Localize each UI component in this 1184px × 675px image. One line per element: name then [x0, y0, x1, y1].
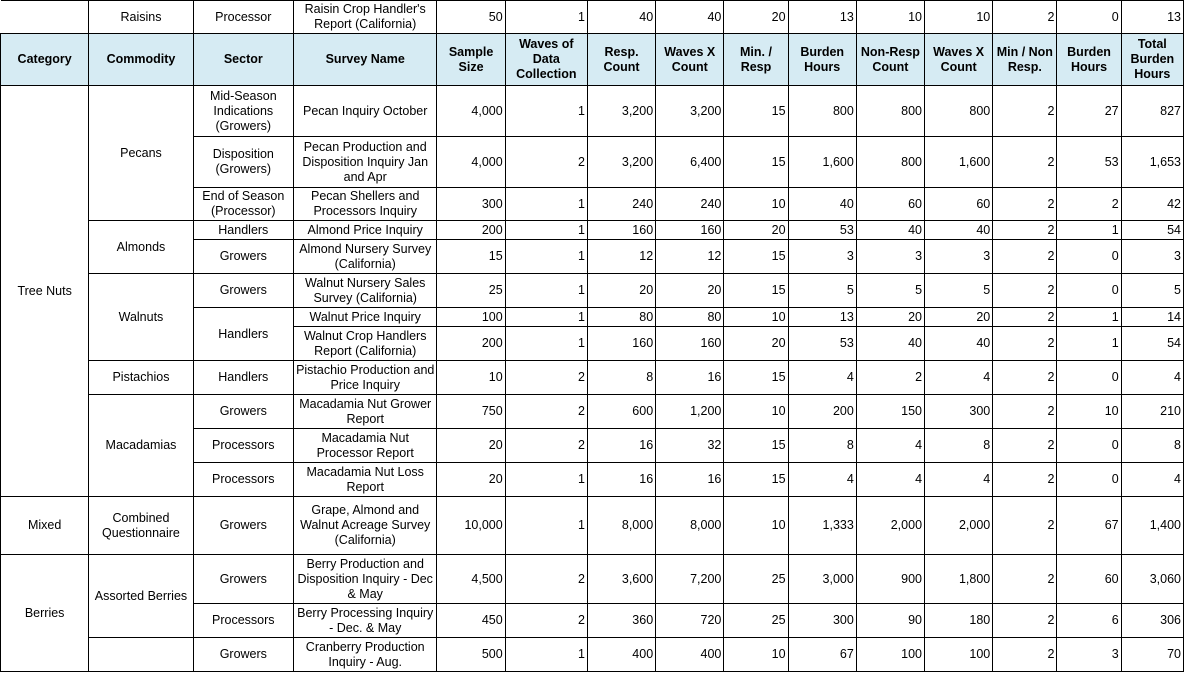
header-cell: Sector	[193, 34, 293, 86]
table-cell: 300	[788, 604, 856, 638]
table-cell: 210	[1121, 395, 1183, 429]
table-cell: 53	[788, 327, 856, 361]
table-cell: 53	[1057, 137, 1121, 188]
table-cell: 1	[505, 497, 587, 555]
table-cell: 40	[856, 327, 924, 361]
survey-cell: Walnut Nursery Sales Survey (California)	[293, 274, 436, 308]
sector-cell: Mid-Season Indications (Growers)	[193, 86, 293, 137]
table-cell: 100	[856, 638, 924, 672]
table-cell: 20	[724, 221, 788, 240]
survey-cell: Pistachio Production and Price Inquiry	[293, 361, 436, 395]
header-cell: Commodity	[89, 34, 193, 86]
table-cell: 2	[993, 274, 1057, 308]
table-cell: 600	[587, 395, 655, 429]
survey-cell: Almond Nursery Survey (California)	[293, 240, 436, 274]
table-cell: 2,000	[925, 497, 993, 555]
table-cell: 1	[505, 221, 587, 240]
table-cell: 4,000	[437, 137, 505, 188]
table-cell: 1	[505, 188, 587, 221]
table-cell: 1,400	[1121, 497, 1183, 555]
table-cell: 2	[993, 188, 1057, 221]
table-cell: 2	[993, 555, 1057, 604]
table-cell: 1,600	[925, 137, 993, 188]
table-cell: 8,000	[656, 497, 724, 555]
table-cell: 4	[856, 463, 924, 497]
header-cell: Burden Hours	[1057, 34, 1121, 86]
table-cell: 2	[505, 395, 587, 429]
table-cell: 4	[788, 361, 856, 395]
table-cell: 10	[724, 497, 788, 555]
table-cell: 200	[788, 395, 856, 429]
table-cell: 306	[1121, 604, 1183, 638]
table-cell: 4	[856, 429, 924, 463]
table-cell: 15	[724, 86, 788, 137]
category-cell: Berries	[1, 555, 89, 672]
table-cell: 800	[856, 137, 924, 188]
table-cell: 2	[993, 327, 1057, 361]
table-cell: 4	[1121, 463, 1183, 497]
sector-cell: Growers	[193, 555, 293, 604]
table-cell: 100	[437, 308, 505, 327]
table-cell: 16	[587, 463, 655, 497]
table-cell: 800	[925, 86, 993, 137]
header-cell: Survey Name	[293, 34, 436, 86]
table-cell: 70	[1121, 638, 1183, 672]
table-cell: 300	[437, 188, 505, 221]
table-cell: 13	[1121, 1, 1183, 34]
table-cell: 160	[656, 327, 724, 361]
table-cell: 10,000	[437, 497, 505, 555]
table-cell: 54	[1121, 221, 1183, 240]
table-cell: 1	[505, 463, 587, 497]
table-cell: 8	[925, 429, 993, 463]
table-row	[1, 555, 1184, 604]
table-cell: 60	[856, 188, 924, 221]
table-row	[1, 221, 1184, 240]
table-cell: 2	[993, 429, 1057, 463]
survey-cell: Grape, Almond and Walnut Acreage Survey (California)	[293, 497, 436, 555]
table-cell: 8	[788, 429, 856, 463]
table-cell: 240	[656, 188, 724, 221]
table-cell: 150	[856, 395, 924, 429]
table-cell: 8,000	[587, 497, 655, 555]
table-cell: 2	[993, 497, 1057, 555]
table-cell: 800	[788, 86, 856, 137]
table-row	[1, 86, 1184, 137]
table-cell: 900	[856, 555, 924, 604]
table-cell: 6,400	[656, 137, 724, 188]
table-cell: 450	[437, 604, 505, 638]
table-cell: 160	[587, 327, 655, 361]
table-cell	[1, 1, 89, 34]
table-cell: 3	[1057, 638, 1121, 672]
table-cell: 0	[1057, 361, 1121, 395]
table-cell: 4	[925, 463, 993, 497]
table-cell: 2	[993, 1, 1057, 34]
table-cell: 1	[505, 308, 587, 327]
table-row	[1, 1, 1184, 34]
table-cell: 10	[437, 361, 505, 395]
table-cell: 10	[1057, 395, 1121, 429]
commodity-cell: Walnuts	[89, 274, 193, 361]
table-cell: 90	[856, 604, 924, 638]
table-cell: 10	[724, 395, 788, 429]
table-cell: 1,600	[788, 137, 856, 188]
table-cell: 0	[1057, 1, 1121, 34]
table-cell: 14	[1121, 308, 1183, 327]
table-cell: 2	[993, 137, 1057, 188]
table-cell: 2	[505, 555, 587, 604]
header-cell: Waves of Data Collection	[505, 34, 587, 86]
table-cell: 5	[925, 274, 993, 308]
header-row	[1, 34, 1184, 86]
table-cell: 40	[925, 327, 993, 361]
sector-cell: Handlers	[193, 308, 293, 361]
table-cell: 12	[656, 240, 724, 274]
sector-cell: Growers	[193, 497, 293, 555]
table-cell: 300	[925, 395, 993, 429]
table-row	[1, 361, 1184, 395]
sector-cell: Growers	[193, 638, 293, 672]
table-cell: 0	[1057, 274, 1121, 308]
table-cell: 5	[788, 274, 856, 308]
survey-cell: Macadamia Nut Processor Report	[293, 429, 436, 463]
survey-cell: Almond Price Inquiry	[293, 221, 436, 240]
survey-cell: Macadamia Nut Loss Report	[293, 463, 436, 497]
table-cell: 5	[856, 274, 924, 308]
table-cell: 3,200	[587, 137, 655, 188]
commodity-cell: Pistachios	[89, 361, 193, 395]
commodity-cell: Assorted Berries	[89, 555, 193, 638]
table-cell: 3,600	[587, 555, 655, 604]
table-cell: 1	[505, 327, 587, 361]
header-cell: Sample Size	[437, 34, 505, 86]
table-cell: 4	[788, 463, 856, 497]
table-cell: 25	[437, 274, 505, 308]
table-cell: 2	[505, 137, 587, 188]
table-cell: 10	[724, 308, 788, 327]
table-cell: 2,000	[856, 497, 924, 555]
sector-cell: End of Season (Processor)	[193, 188, 293, 221]
table-cell: 40	[788, 188, 856, 221]
commodity-cell: Combined Questionnaire	[89, 497, 193, 555]
table-cell: 1	[505, 1, 587, 34]
table-cell: 15	[724, 361, 788, 395]
survey-cell: Walnut Crop Handlers Report (California)	[293, 327, 436, 361]
table-cell: 10	[724, 638, 788, 672]
table-cell: 13	[788, 308, 856, 327]
table-cell: Raisin Crop Handler's Report (California)	[293, 1, 436, 34]
table-cell: 15	[724, 240, 788, 274]
table-cell: 2	[993, 221, 1057, 240]
table-cell: 1,333	[788, 497, 856, 555]
table-cell: 100	[925, 638, 993, 672]
survey-cell: Walnut Price Inquiry	[293, 308, 436, 327]
header-cell: Min. / Resp	[724, 34, 788, 86]
table-cell: 2	[993, 395, 1057, 429]
table-cell: 3	[925, 240, 993, 274]
table-cell: 15	[724, 429, 788, 463]
table-cell: 3	[856, 240, 924, 274]
sector-cell: Growers	[193, 274, 293, 308]
header-cell: Min / Non Resp.	[993, 34, 1057, 86]
table-cell: 400	[656, 638, 724, 672]
table-cell: 54	[1121, 327, 1183, 361]
table-cell: 3	[1121, 240, 1183, 274]
survey-cell: Cranberry Production Inquiry - Aug.	[293, 638, 436, 672]
header-cell: Waves X Count	[925, 34, 993, 86]
header-cell: Burden Hours	[788, 34, 856, 86]
table-cell: 2	[993, 638, 1057, 672]
table-cell: 20	[856, 308, 924, 327]
table-cell: 8	[587, 361, 655, 395]
survey-cell: Berry Processing Inquiry - Dec. & May	[293, 604, 436, 638]
table-cell: 3,200	[656, 86, 724, 137]
table-cell: 15	[724, 137, 788, 188]
table-cell: 3,000	[788, 555, 856, 604]
table-cell: 67	[788, 638, 856, 672]
table-cell: 4,500	[437, 555, 505, 604]
table-cell: 60	[1057, 555, 1121, 604]
table-cell: 16	[656, 361, 724, 395]
table-cell: 15	[724, 463, 788, 497]
table-cell: 60	[925, 188, 993, 221]
commodity-cell: Macadamias	[89, 395, 193, 497]
table-row	[1, 497, 1184, 555]
table-cell: Processor	[193, 1, 293, 34]
table-cell: 827	[1121, 86, 1183, 137]
table-cell: 4,000	[437, 86, 505, 137]
table-cell: 1	[505, 638, 587, 672]
table-cell: 2	[993, 240, 1057, 274]
table-cell: 16	[656, 463, 724, 497]
table-cell: 10	[925, 1, 993, 34]
table-cell: 1	[505, 274, 587, 308]
header-cell: Total Burden Hours	[1121, 34, 1183, 86]
survey-cell: Pecan Shellers and Processors Inquiry	[293, 188, 436, 221]
table-cell: 20	[724, 327, 788, 361]
table-cell: 720	[656, 604, 724, 638]
table-cell: 20	[656, 274, 724, 308]
sector-cell: Processors	[193, 429, 293, 463]
table-cell: 1,800	[925, 555, 993, 604]
table-cell: 2	[993, 86, 1057, 137]
survey-cell: Berry Production and Disposition Inquiry - Dec & May	[293, 555, 436, 604]
commodity-cell	[89, 638, 193, 672]
table-row	[1, 638, 1184, 672]
table-cell: 2	[505, 361, 587, 395]
table-cell: 32	[656, 429, 724, 463]
table-cell: 6	[1057, 604, 1121, 638]
table-cell: 27	[1057, 86, 1121, 137]
table-cell: 53	[788, 221, 856, 240]
table-cell: 1	[1057, 221, 1121, 240]
table-cell: 67	[1057, 497, 1121, 555]
table-cell: 10	[724, 188, 788, 221]
survey-cell: Pecan Inquiry October	[293, 86, 436, 137]
category-cell: Tree Nuts	[1, 86, 89, 497]
table-cell: 200	[437, 327, 505, 361]
sector-cell: Handlers	[193, 361, 293, 395]
table-cell: 20	[724, 1, 788, 34]
table-cell: 180	[925, 604, 993, 638]
table-cell: 1,200	[656, 395, 724, 429]
table-cell: 20	[437, 463, 505, 497]
table-cell: 3	[788, 240, 856, 274]
table-row	[1, 274, 1184, 308]
table-row	[1, 395, 1184, 429]
table-cell: 16	[587, 429, 655, 463]
table-cell: 160	[587, 221, 655, 240]
table-cell: 5	[1121, 274, 1183, 308]
table-cell: 40	[925, 221, 993, 240]
table-cell: 1	[505, 240, 587, 274]
table-cell: 7,200	[656, 555, 724, 604]
header-cell: Non-Resp Count	[856, 34, 924, 86]
table-cell: 40	[856, 221, 924, 240]
table-cell: 42	[1121, 188, 1183, 221]
survey-cell: Pecan Production and Disposition Inquiry Jan and Apr	[293, 137, 436, 188]
table-cell: 50	[437, 1, 505, 34]
table-cell: 0	[1057, 240, 1121, 274]
table-cell: 20	[925, 308, 993, 327]
table-cell: 2	[993, 308, 1057, 327]
table-cell: 200	[437, 221, 505, 240]
table-cell: Raisins	[89, 1, 193, 34]
header-cell: Category	[1, 34, 89, 86]
table-cell: 160	[656, 221, 724, 240]
table-cell: 4	[1121, 361, 1183, 395]
table-cell: 3,200	[587, 86, 655, 137]
table-cell: 20	[587, 274, 655, 308]
commodity-cell: Almonds	[89, 221, 193, 274]
table-cell: 80	[656, 308, 724, 327]
category-cell: Mixed	[1, 497, 89, 555]
table-cell: 0	[1057, 463, 1121, 497]
table-cell: 360	[587, 604, 655, 638]
sector-cell: Processors	[193, 463, 293, 497]
sector-cell: Growers	[193, 395, 293, 429]
commodity-cell: Pecans	[89, 86, 193, 221]
table-cell: 15	[437, 240, 505, 274]
table-cell: 800	[856, 86, 924, 137]
table-cell: 2	[993, 604, 1057, 638]
table-cell: 25	[724, 604, 788, 638]
table-cell: 1	[1057, 327, 1121, 361]
table-cell: 2	[1057, 188, 1121, 221]
table-cell: 1	[505, 86, 587, 137]
survey-cell: Macadamia Nut Grower Report	[293, 395, 436, 429]
table-cell: 40	[587, 1, 655, 34]
table-cell: 12	[587, 240, 655, 274]
table-cell: 500	[437, 638, 505, 672]
table-cell: 1	[1057, 308, 1121, 327]
sector-cell: Processors	[193, 604, 293, 638]
header-cell: Waves X Count	[656, 34, 724, 86]
table-cell: 10	[856, 1, 924, 34]
table-cell: 20	[437, 429, 505, 463]
table-cell: 3,060	[1121, 555, 1183, 604]
header-cell: Resp. Count	[587, 34, 655, 86]
table-cell: 2	[993, 361, 1057, 395]
table-cell: 15	[724, 274, 788, 308]
table-cell: 40	[656, 1, 724, 34]
table-cell: 2	[993, 463, 1057, 497]
table-cell: 80	[587, 308, 655, 327]
table-cell: 1,653	[1121, 137, 1183, 188]
table-cell: 8	[1121, 429, 1183, 463]
table-cell: 4	[925, 361, 993, 395]
table-cell: 2	[856, 361, 924, 395]
table-cell: 25	[724, 555, 788, 604]
table-cell: 240	[587, 188, 655, 221]
table-cell: 2	[505, 429, 587, 463]
table-cell: 2	[505, 604, 587, 638]
sector-cell: Handlers	[193, 221, 293, 240]
table-cell: 0	[1057, 429, 1121, 463]
table-cell: 400	[587, 638, 655, 672]
sector-cell: Growers	[193, 240, 293, 274]
table-cell: 13	[788, 1, 856, 34]
table-cell: 750	[437, 395, 505, 429]
sector-cell: Disposition (Growers)	[193, 137, 293, 188]
